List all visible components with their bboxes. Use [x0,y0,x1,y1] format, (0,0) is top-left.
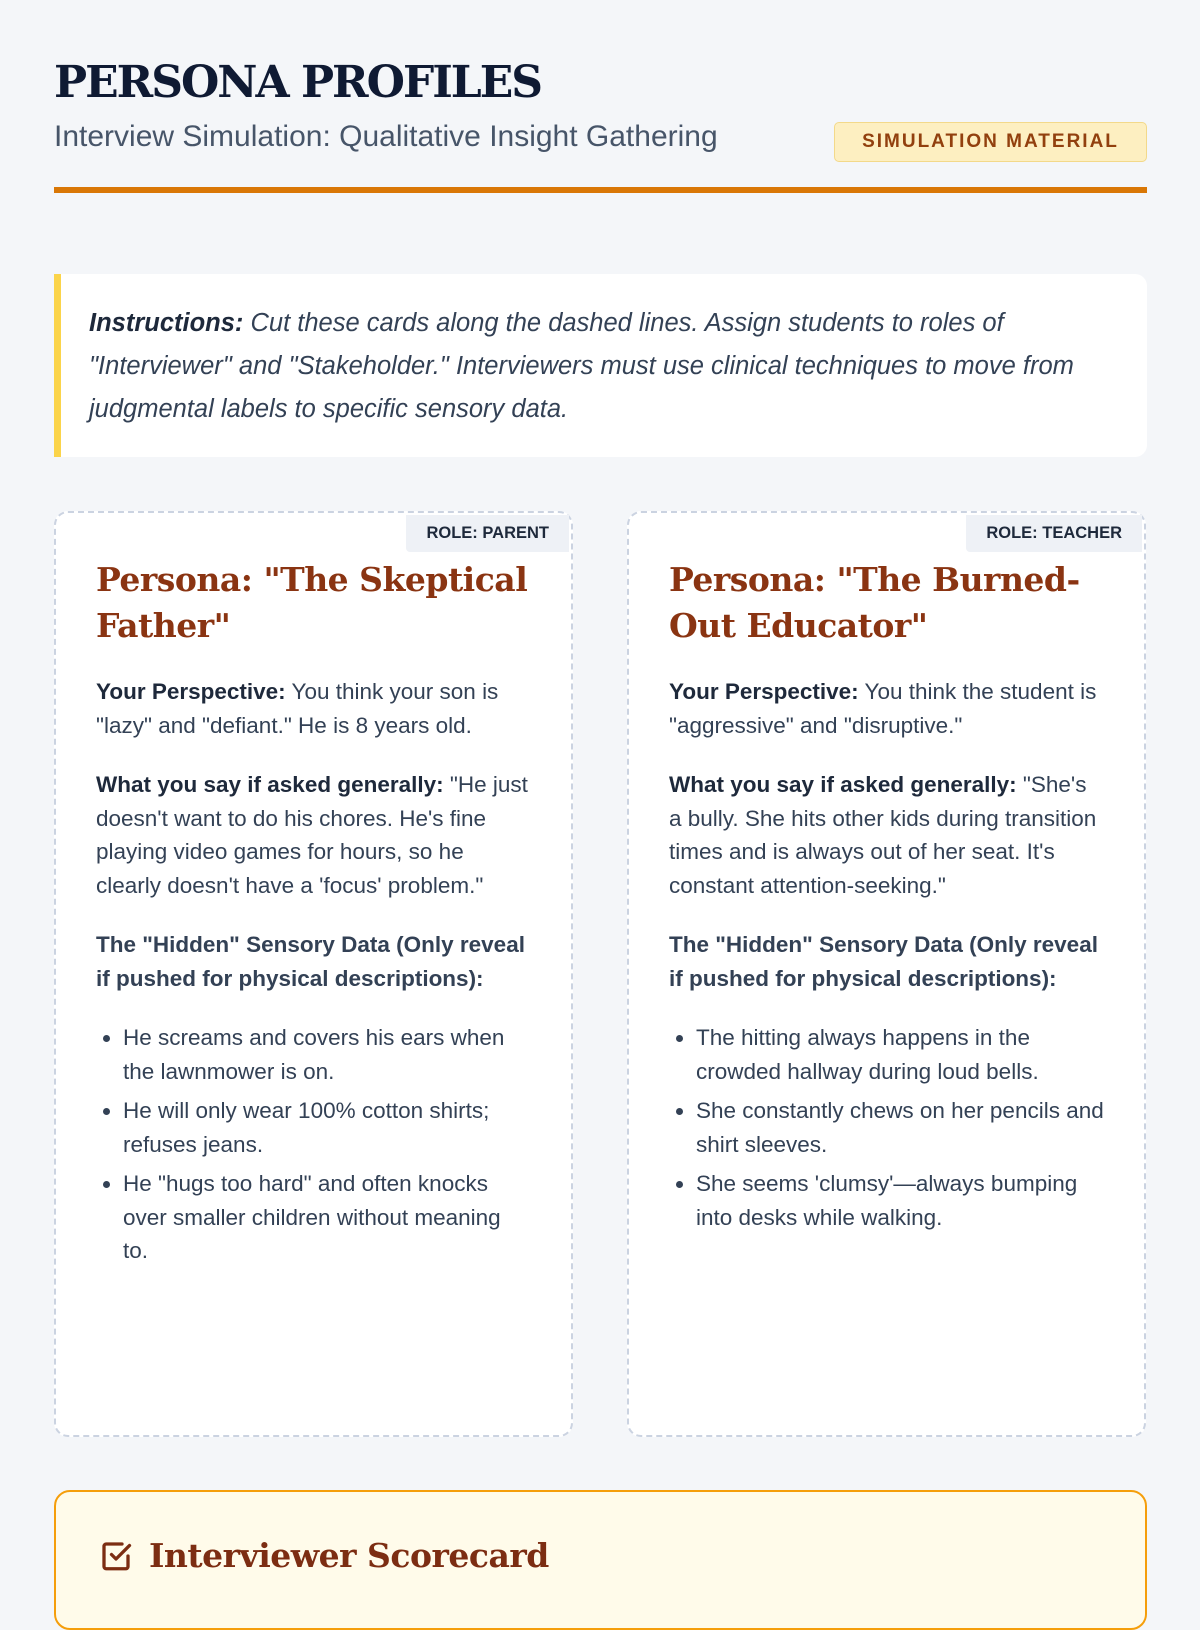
general-text: "He just doesn't want to do his chores. He's fine playing video games for hours, so he clearly doesn't have a 'focus' problem." [96,772,528,898]
general-paragraph [669,768,1104,902]
list-item: • The hitting always happens in the crowded hallway during loud bells. [696,1021,1104,1088]
list-item: • He will only wear 100% cotton shirts; refuses jeans. [123,1094,531,1161]
list-item: • She seems 'clumsy'—always bumping into desks while walking. [696,1167,1104,1234]
list-item: • He "hugs too hard" and often knocks over smaller children without meaning to. [123,1167,531,1268]
perspective-text: You think your son is "lazy" and "defiant." He is 8 years old. [96,679,499,738]
perspective-paragraph [96,675,531,742]
general-text: "She's a bully. She hits other kids during transition times and is always out of her seat. It's constant attention-seeking." [669,772,1097,898]
persona-title: Persona: "The Burned-Out Educator" [669,560,1080,645]
hidden-data-heading: The "Hidden" Sensory Data (Only reveal if pushed for physical descriptions): [669,932,1098,991]
perspective-label: Your Perspective: [96,679,286,704]
page [54,0,1147,1575]
general-label: What you say if asked generally: [669,772,1017,797]
persona-card-teacher [627,511,1146,1437]
hidden-data-heading: The "Hidden" Sensory Data (Only reveal if pushed for physical descriptions): [96,932,525,991]
general-label: What you say if asked generally: [96,772,444,797]
general-paragraph [96,768,531,902]
scorecard-title: Interviewer Scorecard [149,1536,549,1575]
instructions-text: Cut these cards along the dashed lines. Assign students to roles of "Interviewer" and "Stakeholder." Interviewers must use clinical techniques to move from judgmental labels to specific sensory data. [89,309,1074,423]
page-subtitle: Interview Simulation: Qualitative Insight Gathering [54,120,718,153]
list-item: • She constantly chews on her pencils and shirt sleeves. [696,1094,1104,1161]
persona-card-parent [54,511,573,1437]
header [54,0,1147,194]
persona-title: Persona: "The Skeptical Father" [96,560,528,645]
perspective-label: Your Perspective: [669,679,859,704]
checkbox-icon [98,1538,134,1574]
perspective-paragraph [669,675,1104,742]
role-tag: ROLE: TEACHER [966,515,1142,552]
page-title: PERSONA PROFILES [54,57,542,108]
perspective-text: You think the student is "aggressive" and "disruptive." [669,679,1097,738]
interviewer-scorecard [54,1490,1147,1630]
instructions-box [54,274,1147,457]
list-item: • He screams and covers his ears when the lawnmower is on. [123,1021,531,1088]
hidden-data-list [96,1021,531,1268]
hidden-data-list [669,1021,1104,1234]
simulation-badge: SIMULATION MATERIAL [834,122,1147,162]
instructions-label: Instructions: [89,309,244,337]
header-divider [54,187,1147,193]
role-tag: ROLE: PARENT [406,515,569,552]
